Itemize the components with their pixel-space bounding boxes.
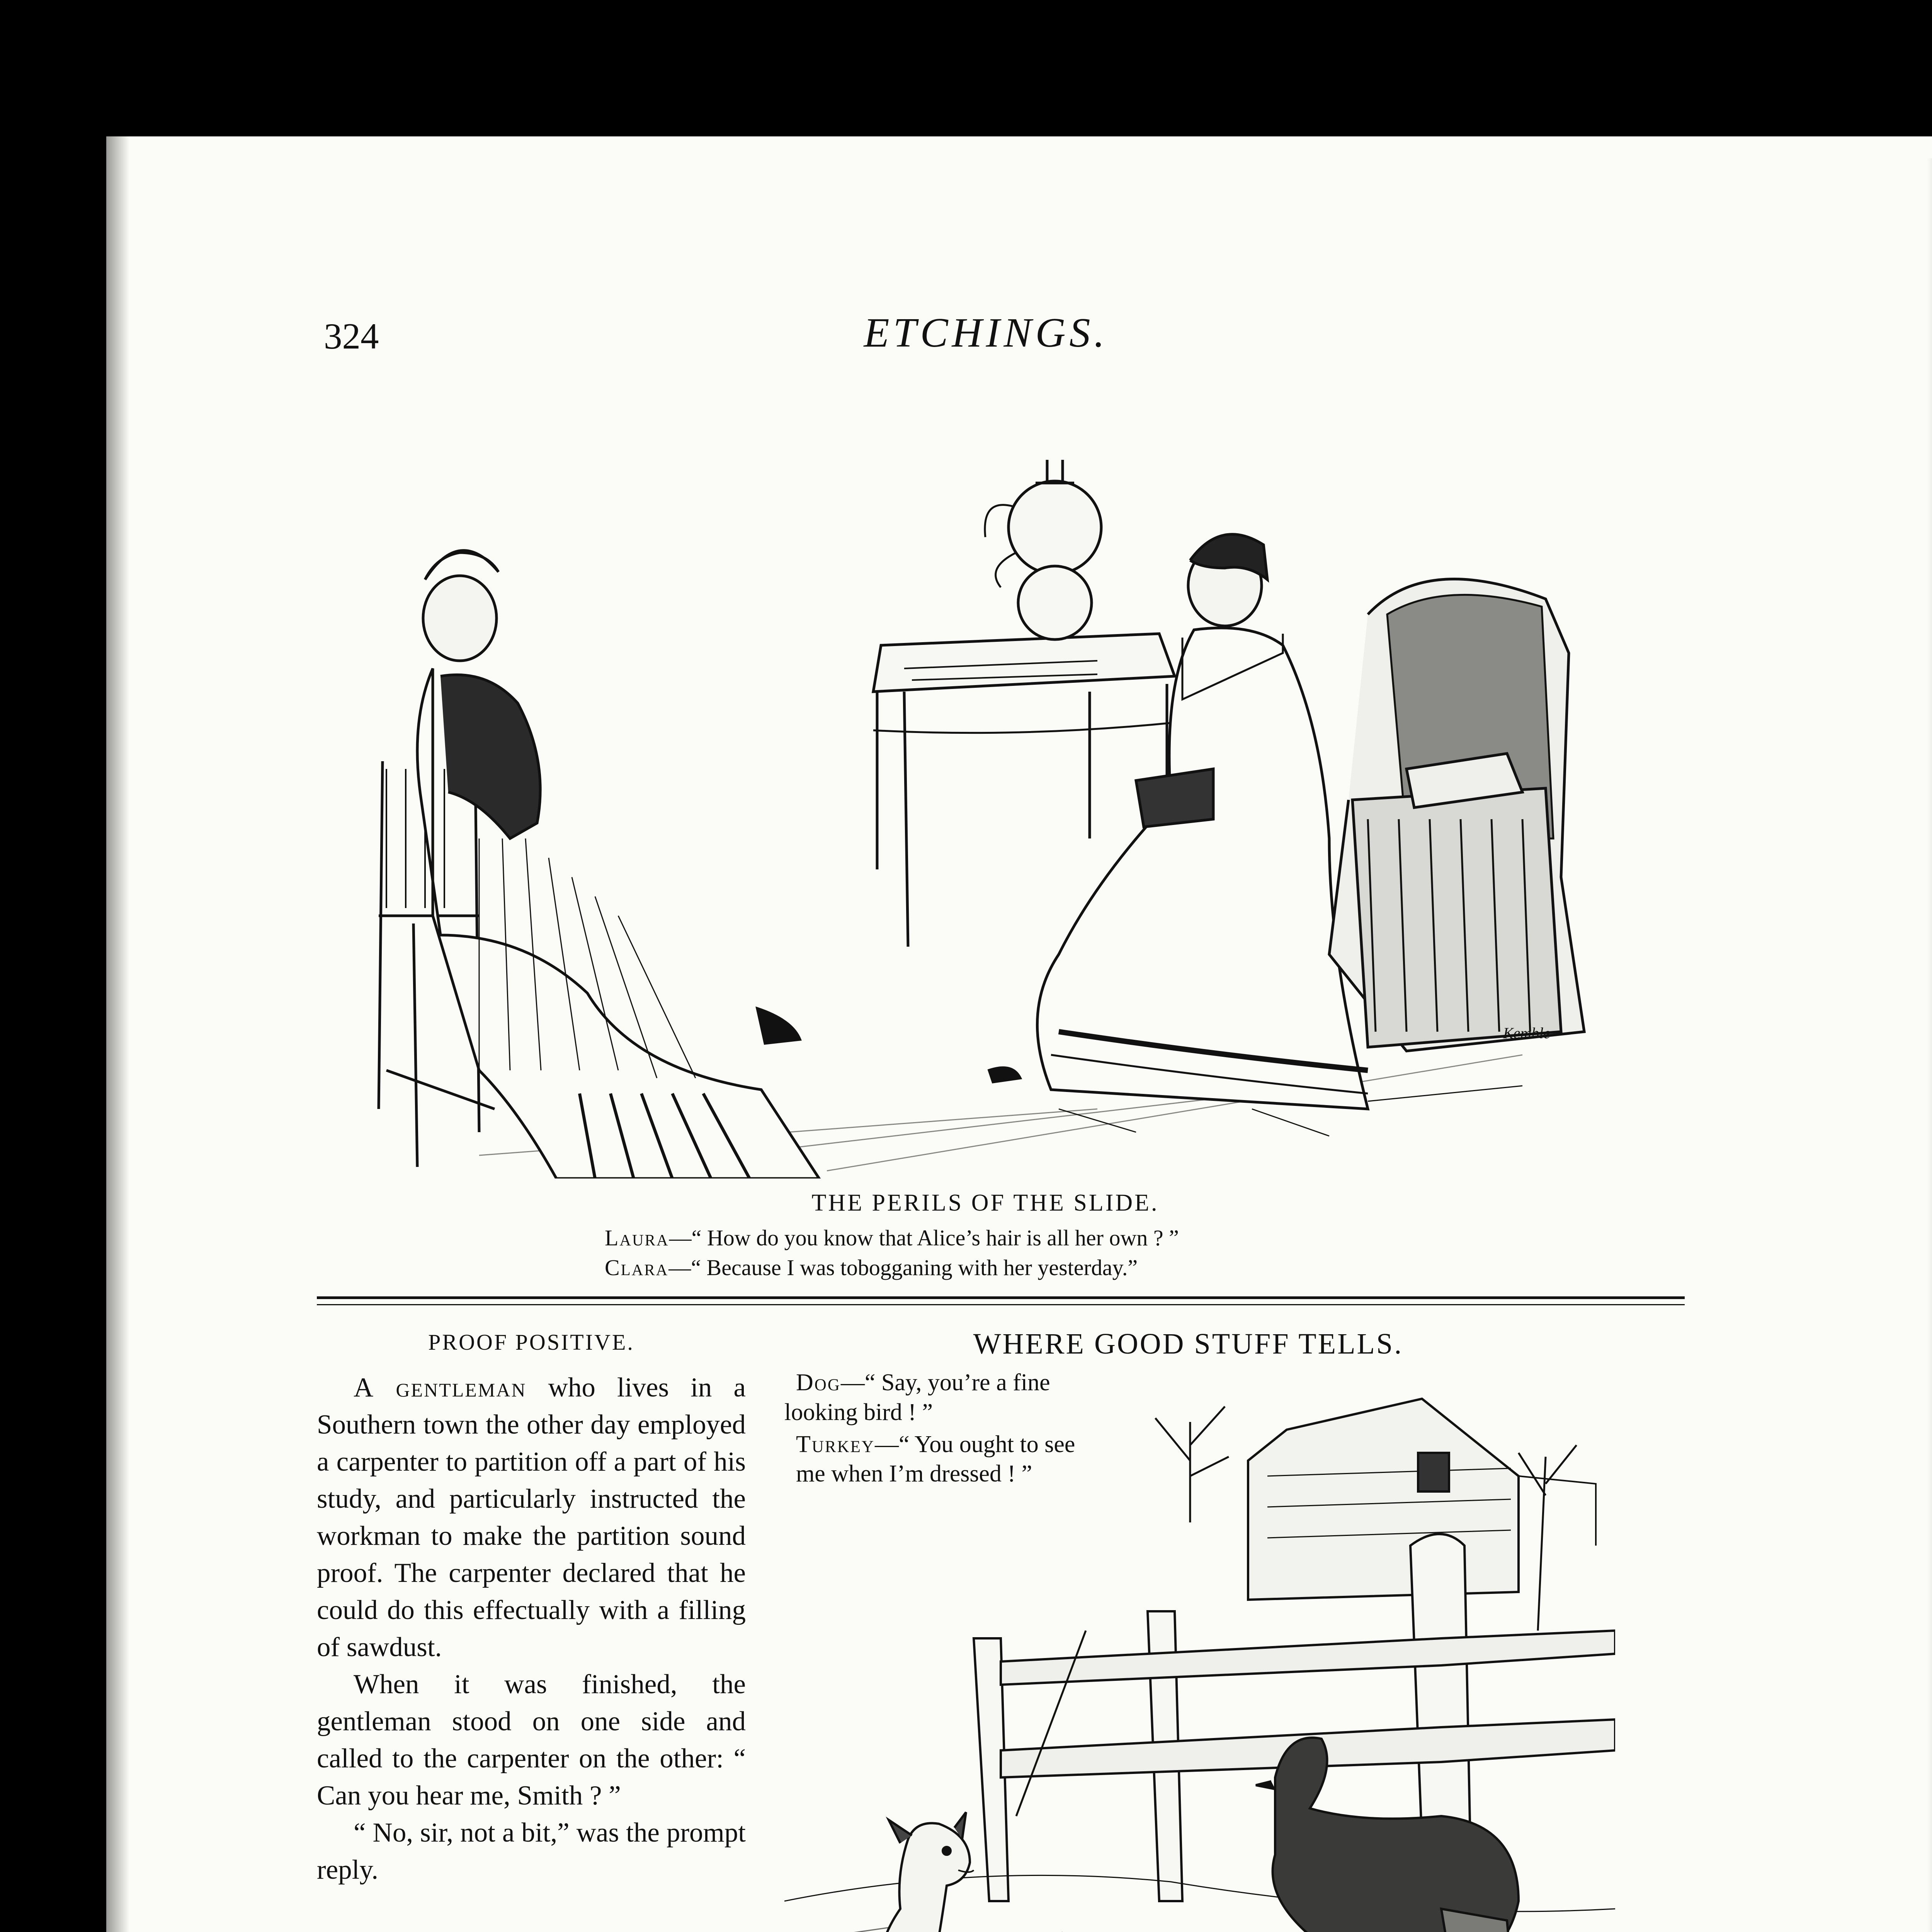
proof-positive-title: PROOF POSITIVE.: [428, 1330, 634, 1355]
section-rule-top-thin: [317, 1304, 1685, 1305]
proof-positive-paragraph-3: “ No, sir, not a bit,” was the prompt reply.: [317, 1818, 746, 1885]
speaker-laura: Laura: [605, 1225, 669, 1250]
laura-line: —“ How do you know that Alice’s hair is all her own ? ”: [669, 1225, 1179, 1250]
clara-dialogue: [605, 1255, 1138, 1281]
dog-dialogue: [796, 1368, 1050, 1397]
page-number: 324: [324, 316, 379, 357]
turkey-line: —“ You ought to see me when I’m dressed ! ”: [796, 1431, 1075, 1487]
dog-line-2: looking bird ! ”: [784, 1399, 933, 1425]
paragraph-1-text: who lives in a Southern town the other day employed a carpenter to partition off a part of his study, and particularly instructed the workman to make the partition sound proof. The carpenter declared that he could do this effectually with a filling of sawdust.: [317, 1372, 746, 1662]
proof-positive-paragraph-2: When it was finished, the gentleman stood on one side and called to the carpenter on the other: “ Can you hear me, Smith ? ”: [317, 1669, 746, 1811]
gutter-shadow: [106, 136, 129, 1932]
laura-dialogue: [605, 1225, 1179, 1251]
section-rule-top: [317, 1296, 1685, 1299]
perils-caption-title: THE PERILS OF THE SLIDE.: [811, 1190, 1159, 1216]
good-stuff-title: WHERE GOOD STUFF TELLS.: [973, 1328, 1403, 1360]
speaker-dog: Dog: [796, 1369, 841, 1396]
facing-page-edge: [1927, 158, 1932, 1932]
running-head: ETCHINGS.: [864, 310, 1109, 356]
lead-words: A gentleman: [354, 1372, 527, 1403]
proof-positive-paragraph-1: [317, 1369, 746, 1666]
turkey-dialogue: [796, 1430, 1105, 1488]
clara-line: —“ Because I was tobogganing with her yesterday.”: [668, 1255, 1138, 1280]
dog-line: —“ Say, you’re a fine: [840, 1369, 1050, 1396]
perils-illustration: [363, 452, 1654, 1179]
proof-positive-column: [317, 1329, 746, 1888]
speaker-turkey: Turkey: [796, 1431, 875, 1458]
perils-drawing: [363, 452, 1654, 1179]
artist-signature-kemble: Kemble: [1503, 1024, 1551, 1042]
speaker-clara: Clara: [605, 1255, 669, 1280]
